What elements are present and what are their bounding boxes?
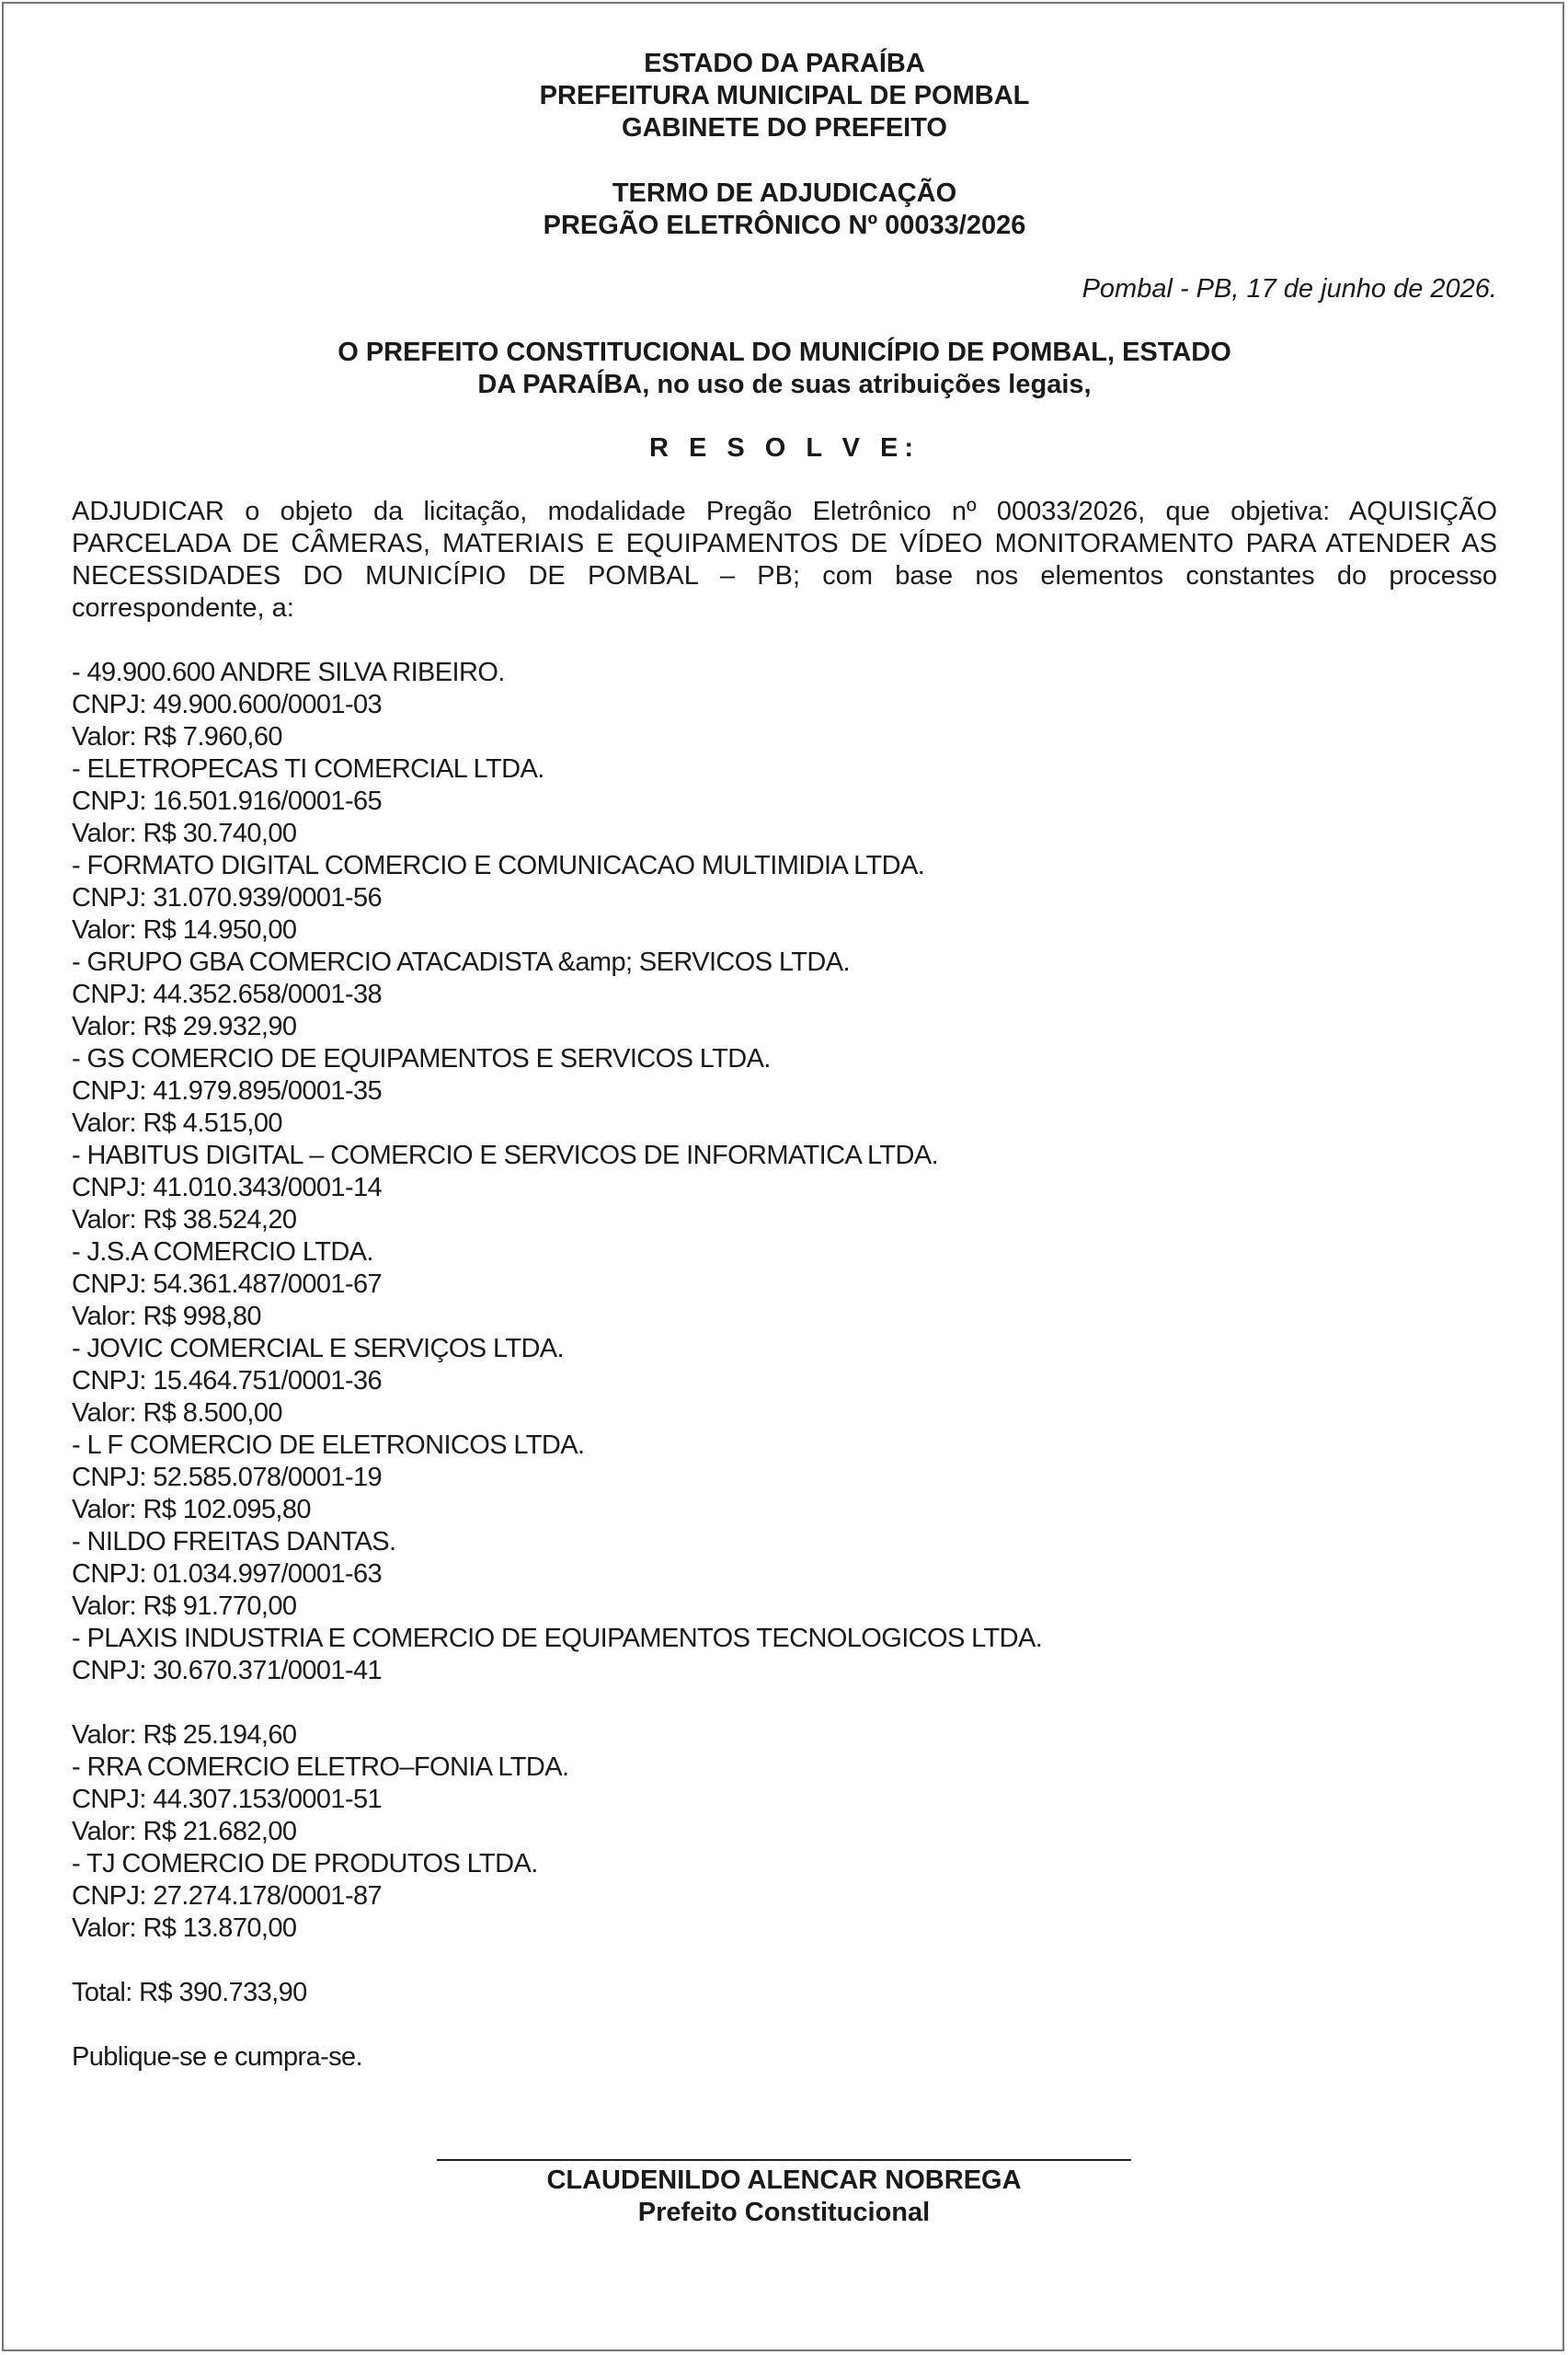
award-company-name: - PLAXIS INDUSTRIA E COMERCIO DE EQUIPAMENTOS TECNOLOGICOS LTDA. [72, 1624, 1043, 1653]
authority-line-1: O PREFEITO CONSTITUCIONAL DO MUNICÍPIO DE POMBAL, ESTADO [338, 338, 1231, 367]
award-cnpj: CNPJ: 49.900.600/0001-03 [72, 690, 383, 719]
date-line: Pombal - PB, 17 de junho de 2026. [1082, 274, 1497, 304]
adjudication-paragraph: ADJUDICAR o objeto da licitação, modalidade Pregão Eletrônico nº 00033/2026, que objetiva: AQUISIÇÃO PARCELADA DE CÂMERAS, MATERIAIS E EQUIPAMENTOS DE VÍDEO MONITORAMENTO PARA ATENDER AS NECESSIDADES DO MUNICÍPIO DE POMBAL – PB; com base nos elementos constantes do processo correspondente, a: [72, 497, 1497, 623]
signature-block [0, 2159, 1568, 2229]
award-value: Valor: R$ 29.932,90 [72, 1012, 297, 1041]
award-company-name: - GRUPO GBA COMERCIO ATACADISTA &amp; SERVICOS LTDA. [72, 948, 850, 977]
resolve-heading: R E S O L V E: [648, 433, 921, 463]
award-cnpj: CNPJ: 41.979.895/0001-35 [72, 1076, 383, 1106]
award-item [72, 1848, 1497, 1945]
award-cnpj: CNPJ: 15.464.751/0001-36 [72, 1366, 383, 1396]
award-company-name: - FORMATO DIGITAL COMERCIO E COMUNICACAO MULTIMIDIA LTDA. [72, 851, 925, 880]
award-item [72, 947, 1497, 1043]
award-company-name: - J.S.A COMERCIO LTDA. [72, 1237, 373, 1267]
closing-statement: Publique-se e cumpra-se. [72, 2042, 363, 2072]
authority-statement [233, 337, 1336, 401]
awards-list [72, 657, 1497, 1945]
title-line-1: TERMO DE ADJUDICAÇÃO [612, 178, 957, 208]
state-name: ESTADO DA PARAÍBA [644, 49, 925, 78]
award-value: Valor: R$ 25.194,60 [72, 1720, 297, 1750]
signatory-role: Prefeito Constitucional [637, 2198, 931, 2227]
award-cnpj: CNPJ: 44.307.153/0001-51 [72, 1785, 383, 1814]
award-cnpj: CNPJ: 16.501.916/0001-65 [72, 787, 383, 816]
title-line-2: PREGÃO ELETRÔNICO Nº 00033/2026 [543, 211, 1026, 240]
award-item [72, 1140, 1497, 1236]
blank-line [72, 1687, 1497, 1719]
award-company-name: - TJ COMERCIO DE PRODUTOS LTDA. [72, 1849, 538, 1878]
award-value: Valor: R$ 30.740,00 [72, 819, 297, 848]
award-item [72, 1043, 1497, 1140]
award-company-name: - ELETROPECAS TI COMERCIAL LTDA. [72, 754, 544, 784]
award-item [72, 1236, 1497, 1333]
award-cnpj: CNPJ: 01.034.997/0001-63 [72, 1559, 383, 1589]
award-company-name: - GS COMERCIO DE EQUIPAMENTOS E SERVICOS LTDA. [72, 1044, 771, 1074]
award-company-name: - NILDO FREITAS DANTAS. [72, 1527, 396, 1557]
award-cnpj: CNPJ: 27.274.178/0001-87 [72, 1881, 383, 1911]
award-value: Valor: R$ 998,80 [72, 1302, 261, 1331]
award-item [72, 1623, 1497, 1752]
award-item [72, 1526, 1497, 1623]
award-value: Valor: R$ 7.960,60 [72, 722, 282, 752]
award-value: Valor: R$ 4.515,00 [72, 1109, 282, 1138]
award-cnpj: CNPJ: 30.670.371/0001-41 [72, 1656, 383, 1685]
office-name: GABINETE DO PREFEITO [622, 113, 947, 143]
award-cnpj: CNPJ: 41.010.343/0001-14 [72, 1173, 383, 1202]
total-value: Total: R$ 390.733,90 [72, 1978, 307, 2007]
signature-line [437, 2159, 1131, 2161]
award-value: Valor: R$ 102.095,80 [72, 1495, 311, 1524]
award-item [72, 1752, 1497, 1848]
award-item [72, 850, 1497, 947]
award-value: Valor: R$ 8.500,00 [72, 1398, 282, 1428]
award-company-name: - RRA COMERCIO ELETRO–FONIA LTDA. [72, 1752, 569, 1782]
award-value: Valor: R$ 14.950,00 [72, 915, 297, 945]
award-cnpj: CNPJ: 54.361.487/0001-67 [72, 1269, 383, 1299]
award-value: Valor: R$ 21.682,00 [72, 1817, 297, 1846]
award-cnpj: CNPJ: 52.585.078/0001-19 [72, 1463, 383, 1492]
award-item [72, 657, 1497, 753]
award-value: Valor: R$ 13.870,00 [72, 1913, 297, 1943]
award-value: Valor: R$ 91.770,00 [72, 1591, 297, 1621]
award-company-name: - 49.900.600 ANDRE SILVA RIBEIRO. [72, 658, 505, 687]
award-value: Valor: R$ 38.524,20 [72, 1205, 297, 1235]
document-title [72, 178, 1497, 242]
document-body [72, 48, 1497, 2074]
award-item [72, 1430, 1497, 1526]
document-header [72, 48, 1497, 144]
award-item [72, 753, 1497, 850]
award-company-name: - HABITUS DIGITAL – COMERCIO E SERVICOS DE INFORMATICA LTDA. [72, 1141, 939, 1170]
award-company-name: - L F COMERCIO DE ELETRONICOS LTDA. [72, 1430, 585, 1460]
city-hall-name: PREFEITURA MUNICIPAL DE POMBAL [539, 81, 1030, 110]
signatory-name: CLAUDENILDO ALENCAR NOBREGA [546, 2165, 1022, 2195]
authority-line-2: DA PARAÍBA, no uso de suas atribuições legais, [477, 370, 1092, 399]
award-cnpj: CNPJ: 31.070.939/0001-56 [72, 883, 383, 913]
award-company-name: - JOVIC COMERCIAL E SERVIÇOS LTDA. [72, 1334, 565, 1363]
award-cnpj: CNPJ: 44.352.658/0001-38 [72, 980, 383, 1009]
award-item [72, 1333, 1497, 1430]
